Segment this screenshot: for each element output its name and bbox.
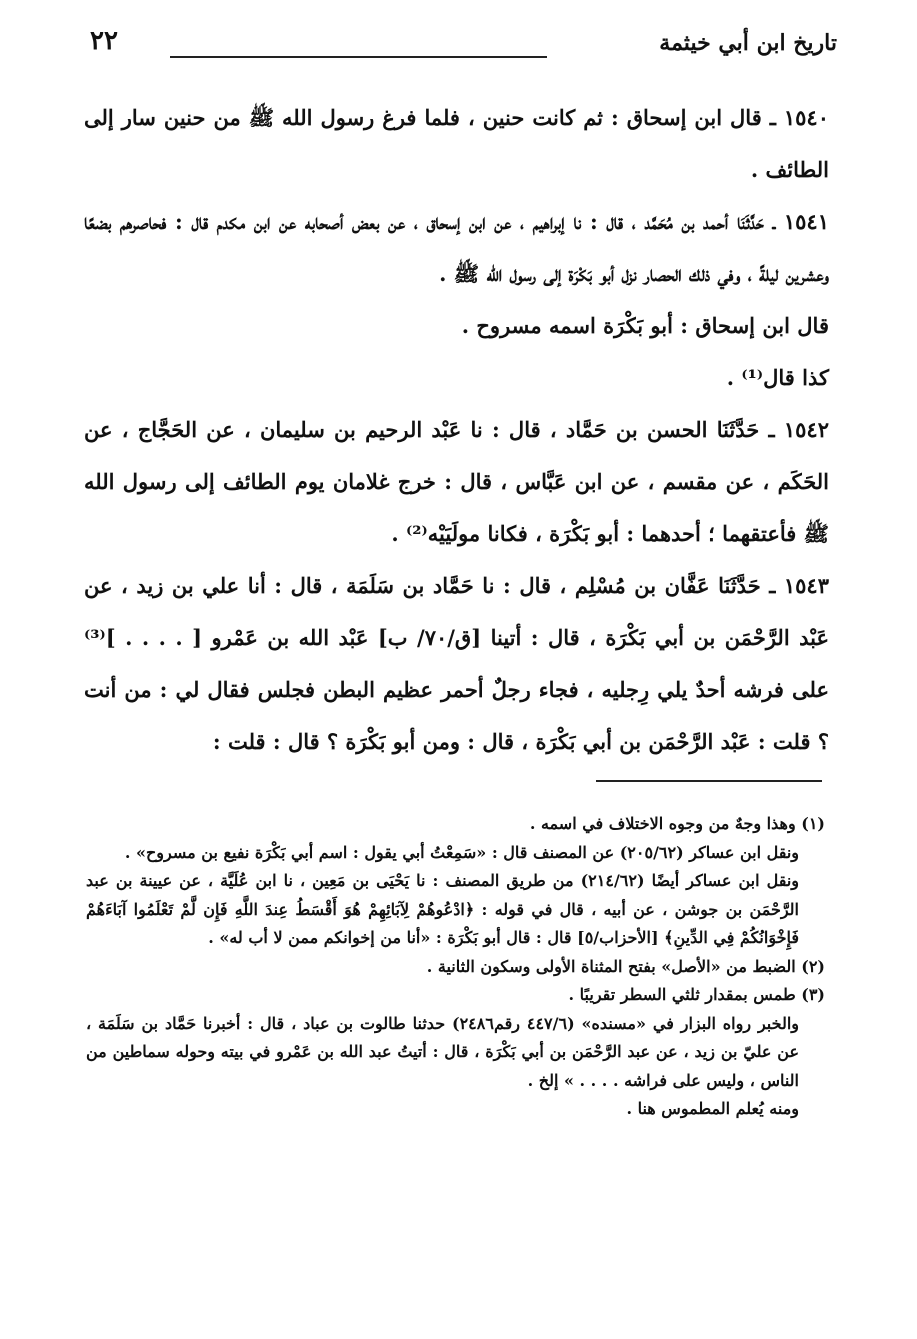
footnote-3-detail: والخبر رواه البزار في «مسنده» (٤٤٧/٦ رقم٢٤٨٦) حدثنا طالوت بن عباد ، قال : أخبرنا حَمَّاد بن سَلَمَة ، عن عليّ بن زيد ، عن عبد الرَّحْمَن بن أبي بَكْرَة ، قال : أتيتُ عبد الله بن عَمْرو في بيته وحوله سماطين من الناس ، وليس على فراشه . . . . » إلخ . xyxy=(86,1013,800,1090)
entry-1543: ١٥٤٣ ـ حَدَّثَنَا عَفَّان بن مُسْلِم ، قال : نا حَمَّاد بن سَلَمَة ، قال : أنا علي بن زيد ، عن عَبْد الرَّحْمَن بن أبي بَكْرَة ، قال : أتينا [ق/٧٠/ ب] عَبْد الله بن عَمْرو [ . . . . ]⁽³⁾ على فرشه أحدٌ يلي رِجليه ، فجاء رجلٌ أحمر عظيم البطن فجلس فقال لي : من أنت ؟ قلت : عَبْد الرَّحْمَن بن أبي بَكْرَة ، قال : ومن أبو بَكْرَة ؟ قال : قلت : xyxy=(84,573,829,754)
footnote-2: (٢) الضبط من «الأصل» بفتح المثناة الأولى وسكون الثانية . xyxy=(426,956,825,976)
header-rule xyxy=(170,56,547,58)
entry-1540: ١٥٤٠ ـ قال ابن إسحاق : ثم كانت حنين ، فلما فرغ رسول الله ﷺ من حنين سار إلى الطائف . xyxy=(84,105,829,182)
page-number: ٢٢ xyxy=(90,26,118,56)
entry-1541-note: قال ابن إسحاق : أبو بَكْرَة اسمه مسروح . xyxy=(461,313,829,338)
main-text xyxy=(84,92,829,768)
footnote-1-detail-b: ونقل ابن عساكر أيضًا (٢١٤/٦٢) من طريق المصنف : نا يَحْيَى بن مَعِين ، نا ابن عُلَيَّة ، عن عيينة بن عبد الرَّحْمَن بن جوشن ، عن أبيه ، قال في قوله : ﴿ادْعُوهُمْ لِآبَائِهِمْ هُوَ أَقْسَطُ عِندَ اللَّهِ فَإِن لَّمْ تَعْلَمُوا آبَاءَهُمْ فَإِخْوَانُكُمْ فِي الدِّينِ﴾ [الأحزاب/٥] قال : قال أبو بَكْرَة : «أنا من إخوانكم ممن لا أب له» . xyxy=(86,871,800,947)
footnote-1: (١) وهذا وجهٌ من وجوه الاختلاف في اسمه . xyxy=(529,814,825,833)
footnote-3: (٣) طمس بمقدار ثلثي السطر تقريبًا . xyxy=(568,985,825,1004)
footnote-1-detail-a: ونقل ابن عساكر (٢٠٥/٦٢) عن المصنف قال : «سَمِعْتُ أبي يقول : اسم أبي بَكْرَة نفيع بن مسروح» . xyxy=(124,842,799,862)
footnote-3-conclusion: ومنه يُعلم المطموس هنا . xyxy=(626,1099,799,1118)
running-title: تاريخ ابن أبي خيثمة xyxy=(659,30,837,56)
footnote-separator xyxy=(596,780,822,782)
entry-1542: ١٥٤٢ ـ حَدَّثَنَا الحسن بن حَمَّاد ، قال : نا عَبْد الرحيم بن سليمان ، عن الحَجَّاج ، عن الحَكَم ، عن مقسم ، عن ابن عَبَّاس ، قال : خرج غلامان يوم الطائف إلى رسول الله ﷺ فأعتقهما ؛ أحدهما : أبو بَكْرَة ، فكانا مولَيَيْه⁽²⁾ . xyxy=(84,417,829,546)
footnotes xyxy=(86,810,825,1124)
entry-1541-remark: كذا قال⁽¹⁾ . xyxy=(726,365,829,390)
entry-1541: ١٥٤١ ـ حَدَّثَنَا أحمد بن مُحَمَّد ، قال : نا إبراهيم ، عن ابن إسحاق ، عن بعض أصحابه عن ابن مكدم قال : فحاصرهم بضعًا وعشرين ليلةً ، وفي ذلك الحصار نزل أبو بَكْرَة إلى رسول الله ﷺ . xyxy=(84,209,829,286)
page-header xyxy=(90,26,837,70)
